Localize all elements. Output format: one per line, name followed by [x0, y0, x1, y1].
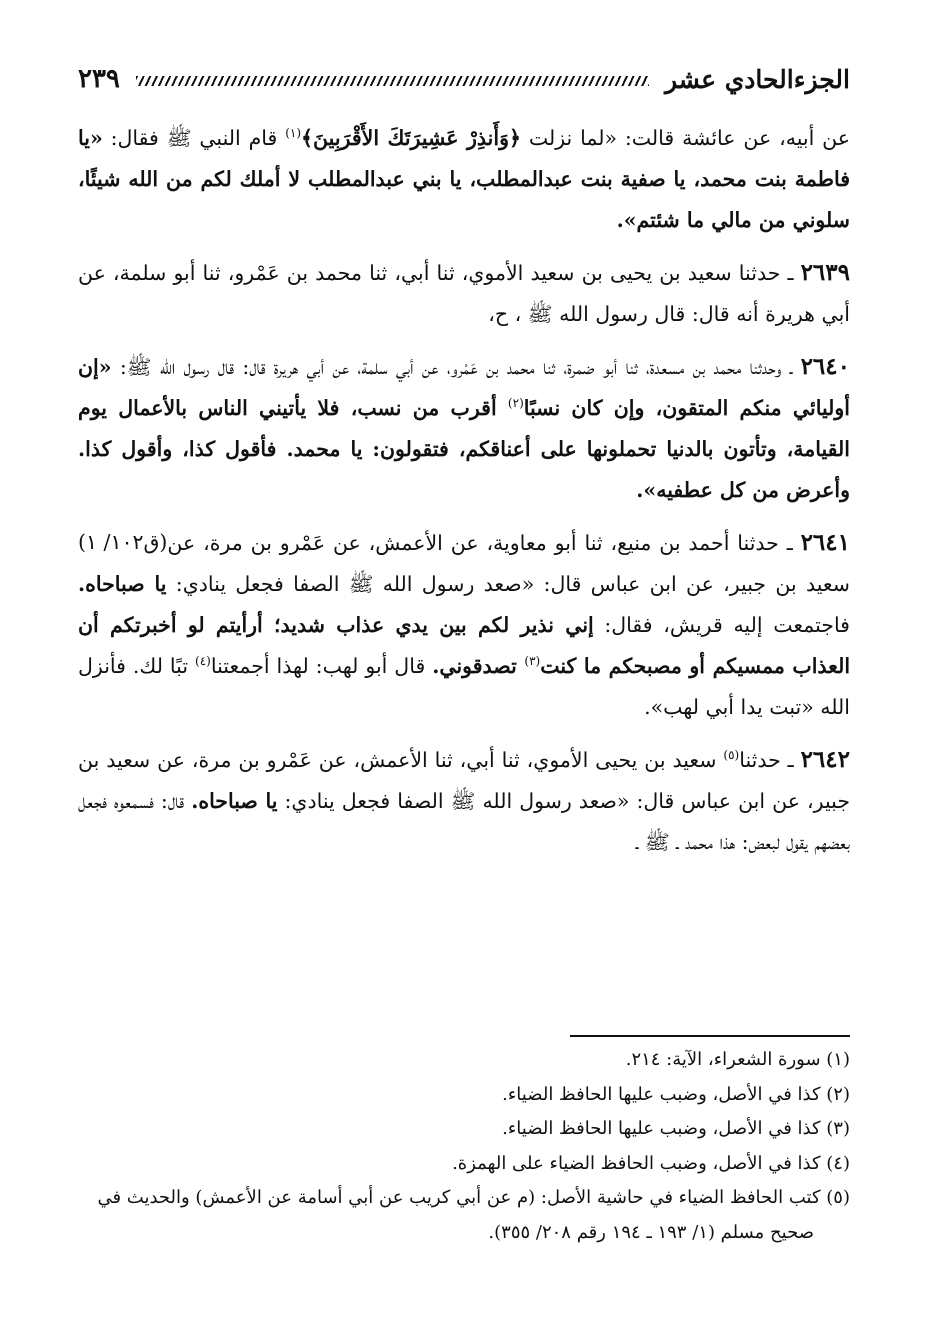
folio-marker: (ق١٠٢/ ١): [78, 530, 168, 554]
footnote-ref: (١): [285, 126, 302, 141]
page-header: [78, 52, 850, 92]
footnote-4: (٤) كذا في الأصل، وضبب الحافظ الضياء على الهمزة.: [452, 1152, 850, 1174]
text-run: قال أبو لهب: لهذا أجمعتنا: [210, 654, 433, 678]
hadith-text: يا صباحاه.: [191, 789, 278, 813]
hadith-text: يا صباحاه.: [78, 572, 167, 596]
hadith-text: أقرب من نسب، فلا يأتيني الناس بالأعمال يوم القيامة، وتأتون بالدنيا تحملونها على أعناقكم، فتقولون: يا محمد. فأقول كذا، وأقول كذا. وأعرض من كل عطفيه».: [78, 396, 850, 502]
footnote-ref: (٢): [507, 396, 524, 411]
hadith-2641: [78, 522, 850, 728]
hadith-text: «يا فاطمة بنت محمد، يا صفية بنت عبدالمطلب، يا بني عبدالمطلب لا أملك لكم من الله شيئًا، سلوني من مالي ما شئتم».: [78, 126, 850, 232]
footnote-5: (٥) كتب الحافظ الضياء في حاشية الأصل: (م عن أبي كريب عن أبي أسامة عن الأعمش) والحديث في صحيح مسلم (١/ ١٩٣ ـ ١٩٤ رقم ٢٠٨/ ٣٥٥).: [97, 1187, 850, 1243]
text-run: ـ حدثنا: [739, 748, 801, 772]
text-run: قام النبي ﷺ فقال:: [102, 126, 286, 150]
hadith-2642: [78, 739, 850, 863]
running-title: الجزءالحادي عشر: [665, 65, 850, 94]
page-number: ٢٣٩: [78, 64, 120, 94]
hadith-text: تصدقوني.: [432, 654, 525, 678]
hadith-number: ٢٦٣٩: [800, 259, 850, 286]
hadith-number: ٢٦٤١: [800, 529, 850, 556]
text-run: ـ حدثنا أحمد بن منيع، ثنا أبو معاوية، عن الأعمش، عن عَمْرو بن مرة، عن سعيد بن جبير، عن ابن عباس قال: «صعد رسول الله ﷺ الصفا فجعل ينادي:: [166, 531, 850, 596]
text-run: قال: فسمعوه فجعل بعضهم يقول لبعض: هذا محمد ـ ﷺ ـ: [78, 789, 850, 854]
main-text: [78, 118, 850, 874]
footnote-3: (٣) كذا في الأصل، وضبب عليها الحافظ الضياء.: [502, 1118, 850, 1139]
hadith-2640: [78, 346, 850, 511]
hadith-text: «إن أوليائي منكم المتقون، وإن كان نسبًا: [78, 355, 850, 420]
hadith-number: ٢٦٤٠: [800, 353, 850, 380]
text-run: سعيد بن يحيى الأموي، ثنا أبي، ثنا الأعمش، عن عَمْرو بن مرة، عن سعيد بن جبير، عن ابن عباس قال: «صعد رسول الله ﷺ الصفا فجعل ينادي:: [78, 748, 850, 813]
quran-verse: ﴿وَأَنذِرْ عَشِيرَتَكَ الأَقْرَبِينَ﴾: [301, 126, 521, 150]
paragraph-continuation: [78, 118, 850, 241]
text-run: تبًا لك. فأنزل الله «تبت يدا أبي لهب».: [78, 654, 850, 719]
footnote-separator: [570, 1035, 850, 1037]
footnote-ref: (٤): [195, 654, 211, 669]
footnote-ref: (٣): [524, 654, 541, 669]
text-run: ـ وحدثنا محمد بن مسعدة، ثنا أبو ضمرة، ثنا محمد بن عَمْرو، عن أبي سلمة، عن أبي هريرة قال: قال رسول الله ﷺ:: [111, 355, 801, 379]
hadith-2639: [78, 252, 850, 335]
footnote-2: (٢) كذا في الأصل، وضبب عليها الحافظ الضياء.: [502, 1083, 850, 1105]
footnote-1: (١) سورة الشعراء، الآية: ٢١٤.: [625, 1049, 850, 1070]
hadith-text: إني نذير لكم بين يدي عذاب شديد؛ أرأيتم لو أخبرتكم أن العذاب ممسيكم أو مصبحكم ما كنت: [78, 613, 851, 678]
footnotes: [78, 1043, 850, 1250]
text-run: فاجتمعت إليه قريش، فقال:: [593, 613, 850, 637]
header-hatch-rule: [136, 76, 649, 86]
footnote-ref: (٥): [723, 748, 740, 763]
text-run: ـ حدثنا سعيد بن يحيى بن سعيد الأموي، ثنا أبي، ثنا محمد بن عَمْرو، ثنا أبو سلمة، عن أبي هريرة أنه قال: قال رسول الله ﷺ ، ح،: [78, 261, 850, 326]
text-run: عن أبيه، عن عائشة قالت: «لما نزلت: [521, 126, 850, 150]
hadith-number: ٢٦٤٢: [800, 746, 850, 773]
